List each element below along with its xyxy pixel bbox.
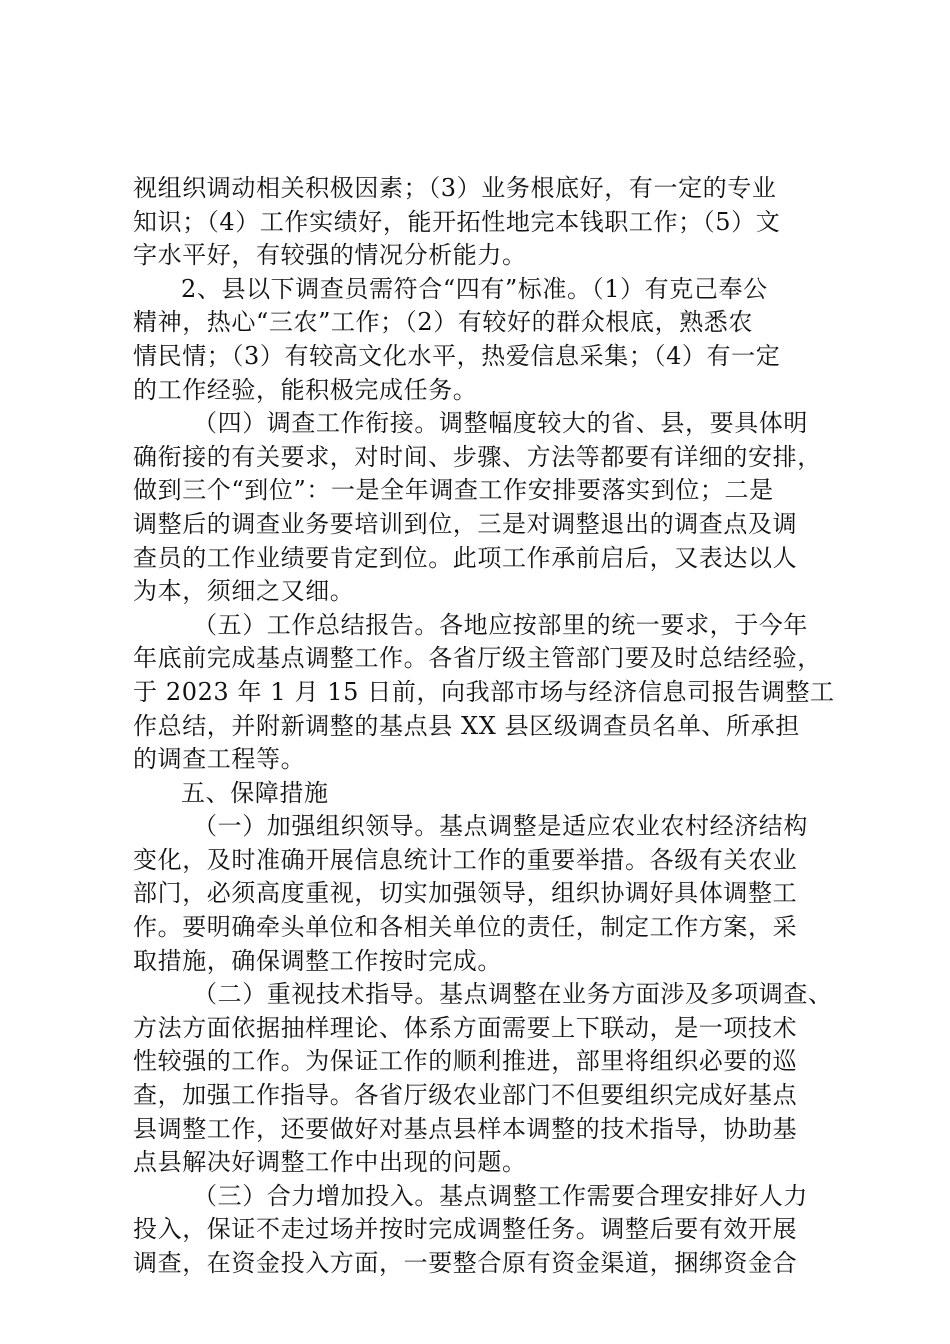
text-line: 方法方面依据抽样理论、体系方面需要上下联动，是一项技术	[133, 1013, 798, 1042]
section-heading: 五、保障措施	[181, 778, 329, 807]
text-line: 调整后的调查业务要培训到位，三是对调整退出的调查点及调	[133, 509, 798, 538]
paragraph-start-line: （一）加强组织领导。基点调整是适应农业农村经济结构	[193, 812, 808, 841]
text-line: 字水平好，有较强的情况分析能力。	[133, 241, 527, 270]
text-line: 知识；（4）工作实绩好，能开拓性地完本钱职工作；（5）文	[133, 207, 781, 236]
text-line: 查，加强工作指导。各省厅级农业部门不但要组织完成好基点	[133, 1081, 798, 1110]
text-line: 点县解决好调整工作中出现的问题。	[133, 1148, 527, 1177]
text-line: 查员的工作业绩要肯定到位。此项工作承前启后，又表达以人	[133, 543, 798, 572]
text-line: 作。要明确牵头单位和各相关单位的责任，制定工作方案，采	[133, 913, 798, 942]
text-line: 性较强的工作。为保证工作的顺利推进，部里将组织必要的巡	[133, 1047, 798, 1076]
paragraph-start-line: （四）调查工作衔接。调整幅度较大的省、县，要具体明	[193, 409, 808, 438]
text-line: 取措施，确保调整工作按时完成。	[133, 946, 502, 975]
text-line: 为本，须细之又细。	[133, 577, 355, 606]
text-line: 作总结，并附新调整的基点县 XX 县区级调查员名单、所承担	[133, 711, 800, 740]
paragraph-start-line: （五）工作总结报告。各地应按部里的统一要求，于今年	[193, 610, 808, 639]
text-line: 部门，必须高度重视，切实加强领导，组织协调好具体调整工	[133, 879, 798, 908]
paragraph-start-line: （三）合力增加投入。基点调整工作需要合理安排好人力	[193, 1181, 808, 1210]
text-line: 年底前完成基点调整工作。各省厅级主管部门要及时总结经验，	[133, 644, 822, 673]
text-line: 的调查工程等。	[133, 745, 306, 774]
text-line: 视组织调动相关积极因素；（3）业务根底好，有一定的专业	[133, 174, 777, 202]
text-line: 投入，保证不走过场并按时完成调整任务。调整后要有效开展	[133, 1215, 798, 1244]
text-line: 变化，及时准确开展信息统计工作的重要举措。各级有关农业	[133, 845, 798, 874]
text-line: 精神，热心“三农”工作；（2）有较好的群众根底，熟悉农	[133, 308, 754, 337]
text-line: 县调整工作，还要做好对基点县样本调整的技术指导，协助基	[133, 1114, 798, 1143]
text-line: 于 2023 年 1 月 15 日前，向我部市场与经济信息司报告调整工	[133, 677, 835, 706]
text-line: 情民情；（3）有较高文化水平，热爱信息采集；（4）有一定	[133, 341, 781, 370]
text-line: 的工作经验，能积极完成任务。	[133, 375, 478, 404]
body-text	[133, 172, 833, 1281]
text-line: 调查，在资金投入方面，一要整合原有资金渠道，捆绑资金合	[133, 1249, 798, 1277]
paragraph-start-line: 2、县以下调查员需符合“四有”标准。（1）有克己奉公	[181, 274, 768, 303]
text-line: 确衔接的有关要求，对时间、步骤、方法等都要有详细的安排，	[133, 442, 822, 471]
text-line: 做到三个“到位”：一是全年调查工作安排要落实到位；二是	[133, 476, 774, 505]
paragraph-start-line: （二）重视技术指导。基点调整在业务方面涉及多项调查、	[193, 980, 833, 1009]
